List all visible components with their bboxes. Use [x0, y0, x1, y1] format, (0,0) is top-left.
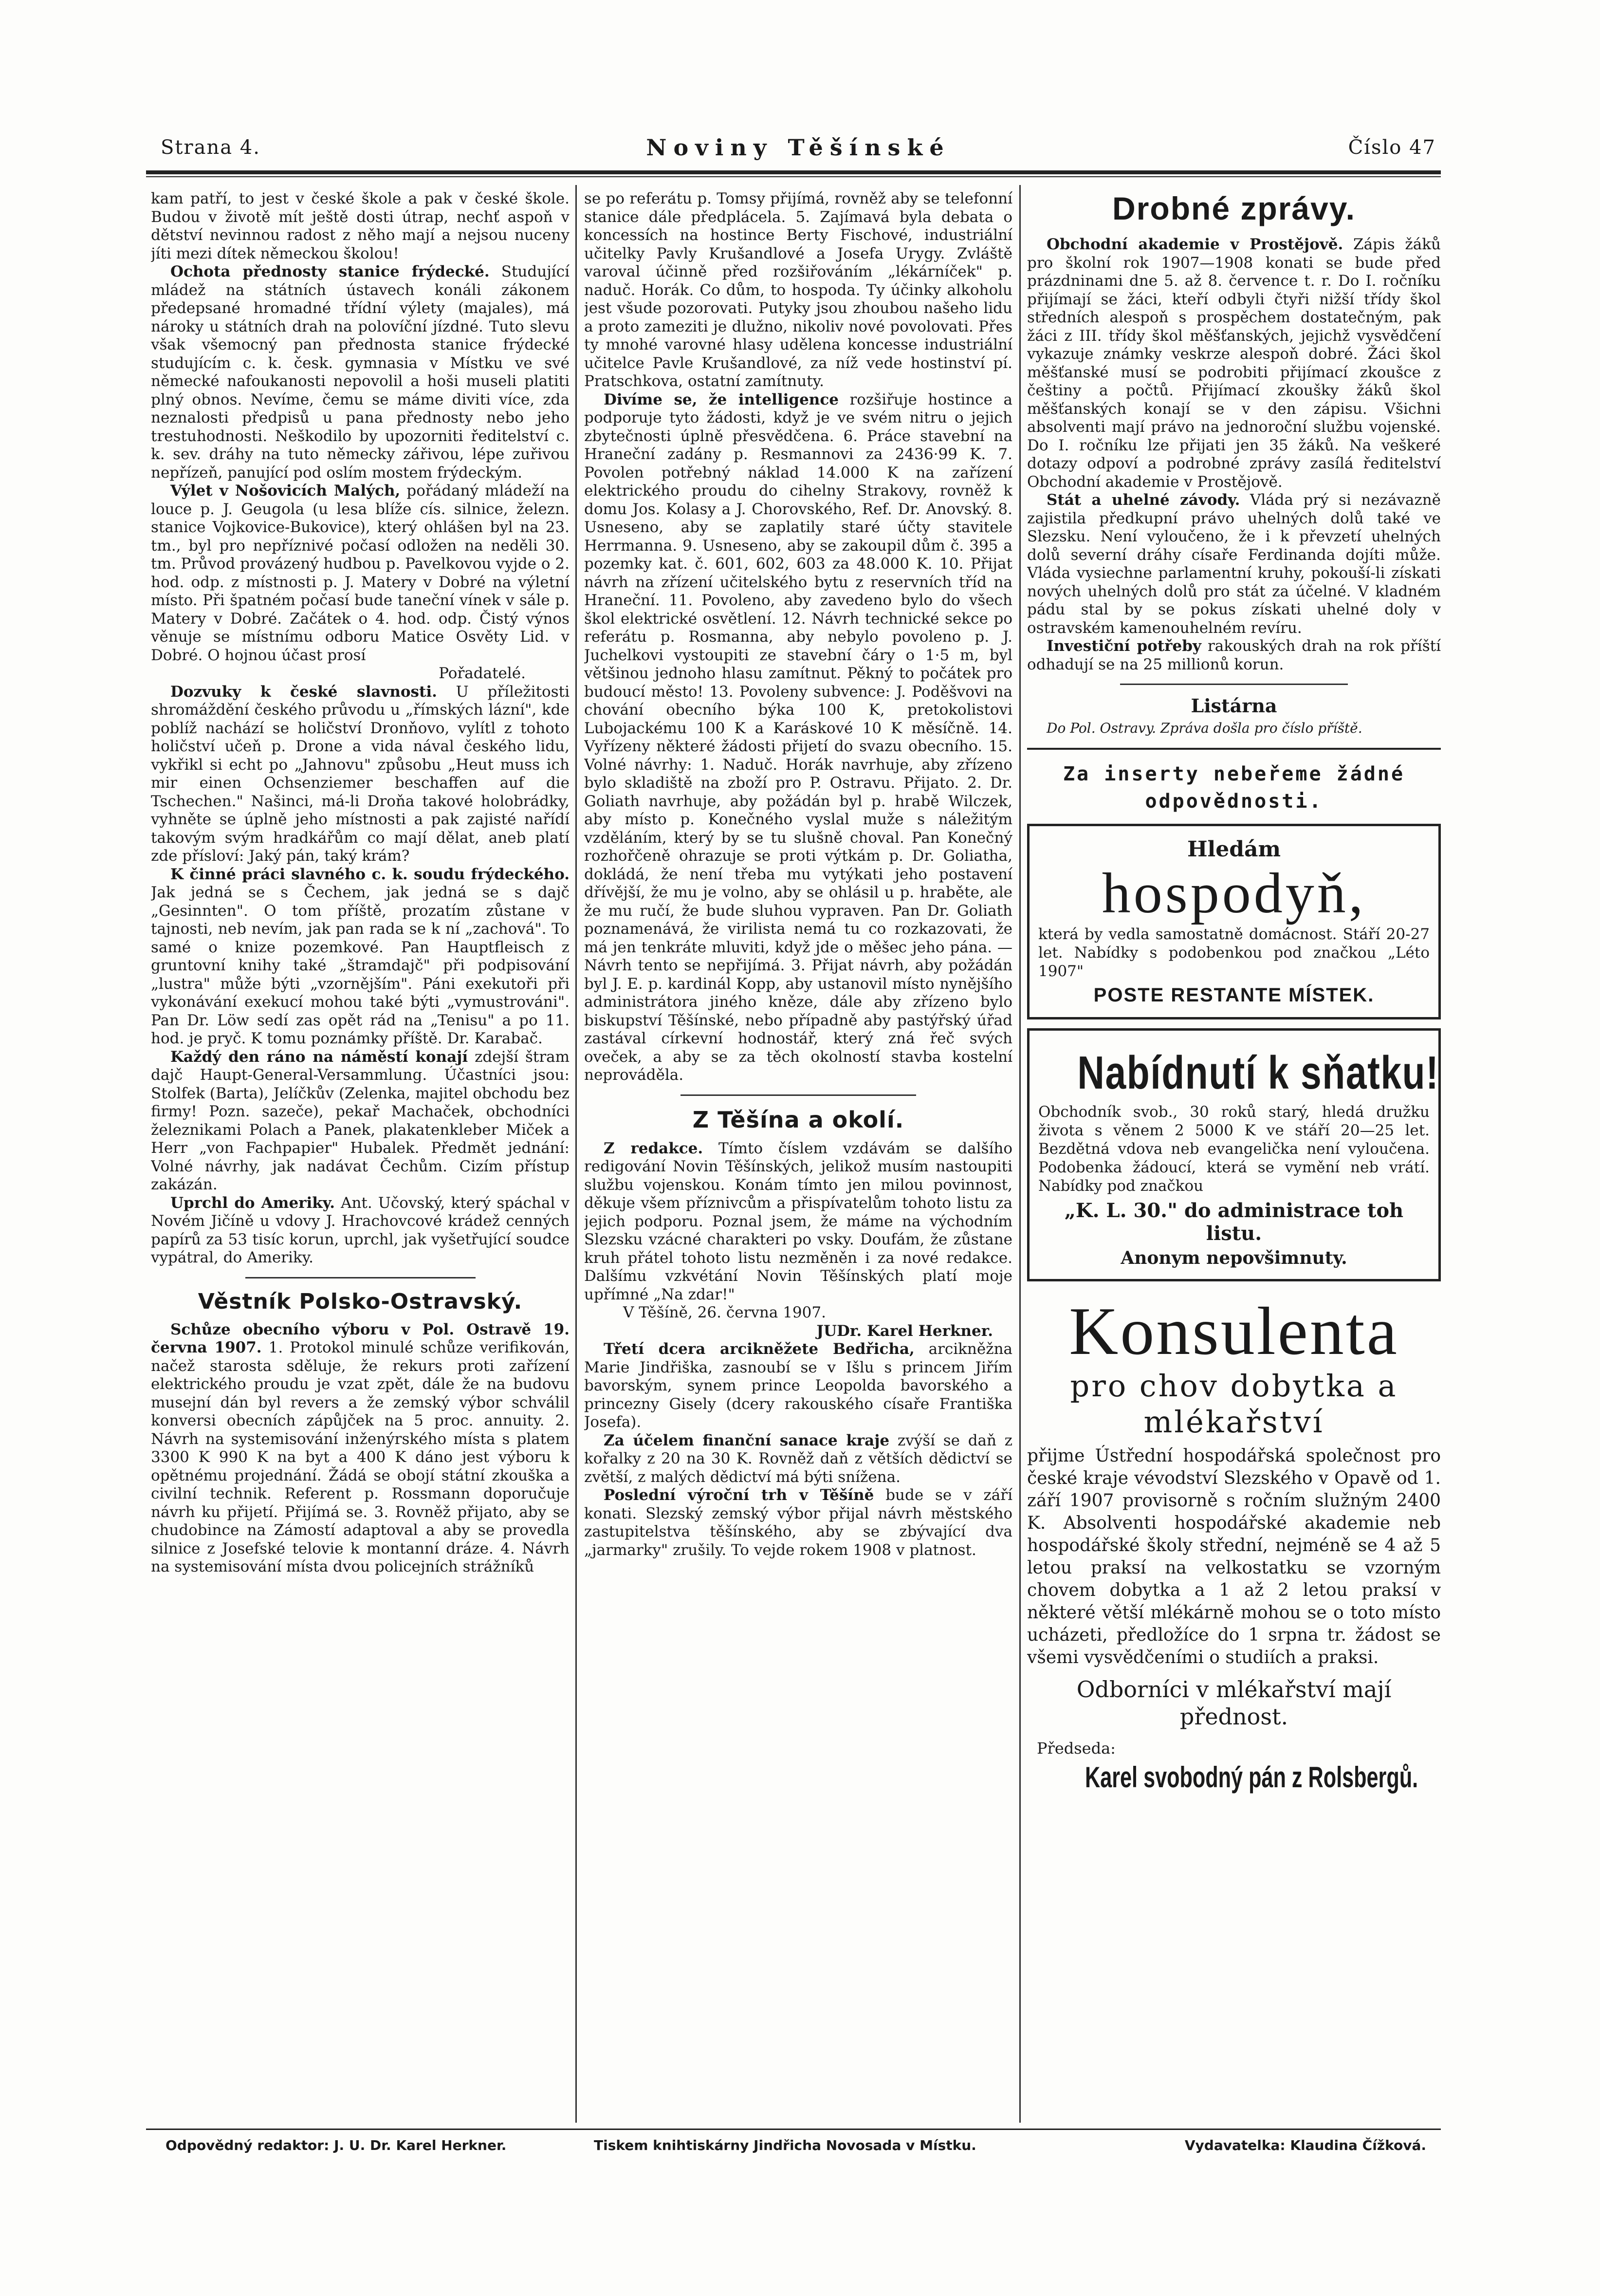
article-text: Jak jedná se s Čechem, jak jedná se s dajč „Gesinnten". O tom příště, prozatím zůstane v tajnosti, neb nevím, jak pan rada se k ní „zachová". To samé o knize pozemkové. Pan Hauptfleisch z gruntovní knihy také „štramdajč" při podpisování „lustra" může býti „vzornějším". Páni exekutoři při vykonávání exekucí mohou také býti „vymustrováni". Pan Dr. Löw sedí zas opět rád na „Tenisu" a po 11. hod. je pryč. K tomu poznámky příště.	[151, 884, 570, 1047]
advertisement-konsulenta	[1027, 1290, 1441, 1799]
article-headline: Třetí dcera arcikněžete Bedřicha,	[604, 1340, 915, 1358]
article-headline: Z redakce.	[604, 1139, 703, 1157]
article	[584, 1140, 1012, 1304]
article-text: se po referátu p. Tomsy přijímá, rovněž aby se telefonní stanice dále předplácela. 5. Zajímavá byla debata o koncessích na hostince Berty Fischové, industriální učitelky Pavly Krušandlové a Josefa Urygy. Zvláště varoval účinně před rozšiřováním „lékárníček" p. naduč. Horák. Co dům, to hospoda. Ty účinky alkoholu jest všude pozorovati. Putyky jsou zhoubou našeho lidu a proto zameziti je dlužno, nikoliv nové povolovati. Přes ty mnohé varovné hlasy udělena koncesse industriální učitelce Pavle Krušandlové, za níž vede hostinství pí. Pratschkova, ostatní zamítnuty.	[584, 190, 1012, 390]
ad-subtitle: mlékařství	[1143, 1404, 1324, 1440]
article	[151, 683, 570, 866]
header-rule	[146, 170, 1441, 174]
article-signature: JUDr. Karel Herkner.	[816, 1322, 993, 1340]
column-left	[151, 190, 570, 2123]
article	[151, 1194, 570, 1267]
article-text: bude se v září konati. Slezský zemský výbor přijal návrh městského zastupitelstva těšínského, aby se zbývající dva „jarmarky" zrušily. To vejde rokem 1908 v platnost.	[584, 1486, 1012, 1559]
ad-body: přijme Ústřední hospodářská společnost pro české kraje vévodství Slezského v Opavě od 1. září 1907 provisorně s ročním služným 2400 K. Absolventi hospodářské akademie neb hospodářské školy střední, nejméně se 4 až 5 letou praksí na velkostatku se vzorným chovem dobytka a 1 až 2 letou praksí v některé větší mlékárně mohou se o toto místo ucházeti, předložíce do 1 srpna tr. žádost se všemi vysvědčeními o studiích a praksi.	[1027, 1446, 1441, 1667]
column-divider	[1019, 185, 1021, 2123]
article-headline: Divíme se, že intelligence	[604, 390, 839, 408]
ad-body: Obchodník svob., 30 roků starý, hledá družku života s věnem 2 5000 K ve stáří 20—25 let. Bezdětná vdova neb evangelička není vyloučena. Podobenka žádoucí, která se vymění neb vrátí. Nabídky pod značkou	[1038, 1103, 1430, 1195]
listarna-title: Listárna	[1191, 695, 1277, 717]
article-headline: Schůze obecního výboru v Pol. Ostravě 19. června 1907.	[151, 1320, 570, 1356]
section-separator	[1120, 684, 1348, 685]
column-right	[1027, 190, 1441, 2123]
article	[151, 866, 570, 1048]
article	[151, 1048, 570, 1194]
section-title: Věstník Polsko-Ostravský.	[198, 1289, 523, 1314]
article-headline: Výlet v Nošovicích Malých,	[170, 482, 401, 500]
ad-signature: Karel svobodný pán z Rolsbergů.	[1085, 1761, 1418, 1794]
article-text: U příležitosti shromáždění českého průvodu u „římských lázní", kde poblíž nachází se holičství Dronňovo, vylítl z tohoto holičství učeň p. Drone a vida nával českého lidu, vykřikl si echt po „Jahnovu" způsobu „Heut muss ich mir einen Ochsenziemer beschaffen auf die Tschechen." Našinci, má-li Droňa takové holobrádky, vyhněte se úplně jeho místnosti a pak zajisté nařídí takovým svým hradkářům co mají dělat, aneb platí zde přísloví: Jaký pán, taký krám?	[151, 683, 570, 865]
article-headline: Uprchl do Ameriky.	[170, 1194, 335, 1212]
article	[1027, 491, 1441, 637]
ad-title: Nabídnutí k sňatku!	[1077, 1047, 1439, 1099]
article-text: 1. Protokol minulé schůze verifikován, načež starosta sděluje, že rekurs proti zařízení elektrického proudu je vzat zpět, dále že na budovu musejní dán byl revers a že zemský výbor schválil konversi obecních zápůjček na 5 proc. annuity. 2. Návrh na systemisování inženýrského místa s platem 3300 K 990 K na byt a 400 K dáno jest výboru k opětnému projednání. Žádá se obojí státní zkouška a civilní technik. Referent p. Rossmann doporučuje návrh ku přijetí. Přijímá se. 3. Rovněž přijato, aby se chudobince na Zámostí adaptoval a aby se provedla silnice z Josefské telovie k montanní dráze. 4. Návrh na systemisování místa dvou policejních strážníků	[151, 1339, 570, 1575]
section-separator	[245, 1277, 476, 1278]
page-label: Strana 4.	[161, 136, 260, 159]
section-title: Z Těšína a okolí.	[692, 1106, 904, 1133]
article	[1027, 236, 1441, 491]
ad-body: která by vedla samostatně domácnost. Stáří 20-27 let. Nabídky s podobenkou pod značkou „Léto 1907"	[1038, 926, 1430, 980]
article-text: Zápis žáků pro školní rok 1907—1908 konati se bude před prázdninami dne 5. až 8. července t. r. Do I. ročníku přijímají se žáci, kteří odbyli čtyři nižší třídy škol středních alespoň s prospěchem dostatečným, pak žáci z III. třídy škol měšťanských, jejichž vysvědčení vykazuje známky veskrze alespoň dobré. Žáci škol měšťanské musí se podrobiti přijímací zkoušce z češtiny a počtů. Přijímací zkoušky žáků škol měšťanských konají se v den zápisu. Všichni absolventi mají právo na jednoroční službu vojenské. Do I. ročníku lze přijati jen 35 žáků. Na veškeré dotazy odpoví a podrobné zprávy zasílá ředitelství Obchodní akademie v Prostějově.	[1027, 236, 1441, 491]
newspaper-title: Noviny Těšínské	[646, 134, 951, 161]
advertisement-hledam	[1027, 824, 1441, 1019]
article-headline: Ochota přednosty stanice frýdecké.	[170, 263, 490, 280]
article-text: Ant. Učovský, který spáchal v Novém Jičíně u vdovy J. Hrachovcové krádež cenných papírů za 53 tisíc korun, uprchl, jak vyšetřující soudce vypátral, do Ameriky.	[151, 1194, 570, 1266]
article-headline: Investiční potřeby	[1047, 637, 1201, 655]
ad-title: hospodyň,	[1102, 861, 1366, 925]
footer-printer: Tiskem knihtiskárny Jindřicha Novosada v Místku.	[594, 2137, 976, 2153]
article-text: kam patří, to jest v české škole a pak v české škole. Budou v životě mít ještě dosti útrap, nechť aspoň v dětství nevinnou radost z něho mají a nejsou nuceny jíti mezi dítek německou školou!	[151, 190, 570, 262]
article	[151, 482, 570, 665]
footer-rule	[146, 2129, 1441, 2130]
article-text: Studující mládež na státních ústavech konáli zákonem předepsané hromadné třídní výlety (majales), má nároky u státních drah na polovíční jízdné. Tuto slevu však všemocný pan přednosta stanice frýdecké studujícím c. k. česk. gymnasia v Místku ve své německé nafoukanosti nepovolil a hoši museli platiti plný obnos. Nevíme, čemu se máme diviti více, zda neznalosti předpisů u pana přednosty nebo jeho trestuhodnosti. Neškodilo by upozorniti ředitelství c. k. sev. dráhy na tuto německy zářivou, lépe zuřivou nepřízeň, panující pod oslím mostem frýdeckým.	[151, 263, 570, 481]
article-text: zvýší se daň z kořalky z 20 na 30 K. Rovněž daň z větších dědictví se zvětší, z malých dědictví má býti snížena.	[584, 1431, 1012, 1486]
article-headline: K činné práci slavného c. k. soudu frýdeckého.	[170, 865, 570, 883]
disclaimer-inserty: Za inserty nebeřeme žádné odpovědnosti.	[1063, 763, 1405, 813]
ad-headline: Hledám	[1187, 837, 1281, 862]
article-dateline: V Těšíně, 26. června 1907.	[623, 1304, 826, 1321]
article	[151, 1321, 570, 1576]
article-headline: Za účelem finanční sanace kraje	[604, 1431, 890, 1449]
column-divider	[575, 185, 577, 2123]
article	[1027, 637, 1441, 674]
article	[584, 1486, 1012, 1559]
article-signature: Pořadatelé.	[439, 665, 526, 682]
article-text: pořádaný mládeží na louce p. J. Geugola (u lesa blíže cís. silnice, železn. stanice Vojkovice-Bukovice), který ohlášen byl na 23. tm., byl pro nepříznivé počasí odložen na neděli 30. tm. Průvod provázený hudbou p. Pavelkovou vyjde o 2. hod. odp. z místnosti p. J. Matery v Dobré na výletní místo. Při špatném počasí bude taneční vínek v sále p. Matery v Dobré. Začátek o 4. hod. odp. Čistý výnos věnuje se místnímu odboru Matice Osvěty Lid. v Dobré. O hojnou účast prosí	[151, 482, 570, 664]
footer-editor: Odpovědný redaktor: J. U. Dr. Karel Herkner.	[166, 2137, 507, 2153]
article	[584, 1432, 1012, 1487]
page-header	[161, 131, 1436, 170]
footer-publisher: Vydavatelka: Klaudina Čížková.	[1184, 2137, 1426, 2153]
header-rule-thin	[146, 176, 1441, 177]
article-signature: Dr. Karabač.	[447, 1030, 543, 1047]
article-headline: Obchodní akademie v Prostějově.	[1047, 236, 1343, 253]
ad-title: Konsulenta	[1069, 1294, 1399, 1369]
article-text: rozšiřuje hostince a podporuje tyto žádosti, když je ve svém nitru o jejich zbytečnosti úplně přesvědčena. 6. Práce stavební na Hraneční zadány p. Resmannovi za 2436·99 K. 7. Povolen potřebný náklad 14.000 K na zařízení elektrického proudu do cihelny Strakovy, rovněž k domu Jos. Kolasy a J. Chorovského, Ref. Dr. Anovský. 8. Usneseno, aby se zaplatily staré účty stavitele Herrmanna. 9. Usneseno, aby se zakoupil dům č. 395 a pozemky kat. č. 601, 602, 603 za 48.000 K. 10. Přijat návrh na zřízení učitelského bytu z reservních tříd na Hraneční. 11. Povoleno, aby zavedeno bylo do všech škol elektrické osvětlení. 12. Návrh technické sekce po referátu p. Rosmanna, aby nebylo povoleno p. J. Juchelkovi vystoupiti ze stavební čáry o 1·5 m, byl většinou jednoho hlasu zamítnut. Pěkný to počátek pro budoucí město! 13. Povoleny subvence: J. Poděšvovi na chování obecního býka 100 K, pretokolistovi Lubojackému 100 K a Karáskové 10 K měsíčně. 14. Vyřízeny některé žádosti přijetí do svazu obecního. 15. Volné návrhy: 1. Naduč. Horák navrhuje, aby zřízeno bylo skladiště na zboží pro P. Ostravu. Přijato. 2. Dr. Goliath navrhuje, aby požádán byl p. hrabě Wilczek, aby místo p. Konečného vyslal muže s náležitým vzděláním, který by se tu slušně choval. Pan Konečný rozhořčeně ohrazuje se proti výtkám p. Dr. Goliatha, dokládá, že není třeba mu vytýkati jeho postavení dřívější, že mu je volno, aby se ohlásil u p. hraběte, ale že mu ručí, že bude sluhou vypraven. Pan Dr. Goliath poznamenává, že virilista nemá tu co rozkazovati, že má jen tenkráte mluviti, když jde o měšec jeho pána. — Návrh tento se nepřijímá. 3. Přijat návrh, aby požádán byl J. E. p. kardinál Kopp, aby ustanovil místo nynějšího administrátora jiného kněze, dále aby zřízeno bylo biskupství Těšínské, nebo případně aby pastýřský úřad zastával církevní hodnostář, který zná řeč svých oveček, a aby se za těch okolností stavba kostelní neprováděla.	[584, 390, 1012, 1084]
article	[584, 1340, 1012, 1432]
advertisement-snatek	[1027, 1028, 1441, 1281]
section-title: Drobné zprávy.	[1112, 190, 1356, 226]
ad-code: „K. L. 30." do administrace toh listu.	[1064, 1199, 1404, 1245]
section-separator	[1027, 748, 1441, 750]
article-text: zdejší štram dajč Haupt-General-Versammlung. Účastníci jsou: Stolfek (Barta), Jelíčkův (Zelenka, majitel obchodu bez firmy! Pozn. sazeče), pekař Machaček, obchodníci železnikami Polach a Panek, plakatenkleber Miček a Herr „von Fachpapier" Hubalek. Předmět jednání: Volné návrhy, jak nadávat Čechům. Cizím přístup zakázán.	[151, 1048, 570, 1193]
article-text: Vláda prý si nezávazně zajistila předkupní právo uhelných dolů také ve Slezsku. Není vyloučeno, že i k převzetí uhelných dolů severní dráhy císaře Ferdinanda dojíti může. Vláda vysiechne parlamentní kruhy, pokouší-li získati nových uhelných dolů pro stát za účelné. V kladném pádu stal by se pokus získati uhelné doly v ostravském kamenouhelném revíru.	[1027, 491, 1441, 637]
listarna-text: Do Pol. Ostravy. Zpráva došla pro číslo příště.	[1047, 720, 1362, 736]
article-text: Tímto číslem vzdávám se dalšího redigování Novin Těšínských, jelikož musím nastoupiti službu vojenskou. Konám tímto jen milou povinnost, děkuje všem příznivcům a přispívatelům tohoto listu za jejich podporu. Poznal jsem, že máme na východním Slezsku vzácné charakteri po vsky. Doufám, že zůstane kruh přátel tohoto listu nezměněn i za nové redakce. Dalšímu vzkvétání Novin Těšínských platí moje upřímné „Na zdar!"	[584, 1139, 1012, 1303]
article-text: arcikněžna Marie Jindřiška, zasnoubí se v Išlu s princem Jiřím bavorským, synem prince Leopolda bavorského a princezny Gisely (dcery rakouského císaře Františka Josefa).	[584, 1340, 1012, 1431]
page-footer	[146, 2137, 1441, 2166]
section-separator	[680, 1094, 916, 1096]
column-middle	[584, 190, 1012, 2123]
ad-subtitle: pro chov dobytka a	[1070, 1368, 1398, 1404]
ad-note: Anonym nepovšimnuty.	[1121, 1248, 1347, 1268]
article	[151, 263, 570, 482]
issue-number: Číslo 47	[1348, 136, 1436, 159]
article-headline: Dozvuky k české slavnosti.	[170, 683, 437, 701]
article	[584, 391, 1012, 1085]
article-headline: Každý den ráno na náměstí konají	[170, 1048, 468, 1066]
article-headline: Poslední výroční trh v Těšíně	[604, 1486, 874, 1504]
article-text: rakouských drah na rok příští odhadují se na 25 millionů korun.	[1027, 637, 1441, 673]
article-headline: Stát a uhelné závody.	[1047, 491, 1240, 509]
ad-address: POSTE RESTANTE MÍSTEK.	[1093, 984, 1375, 1006]
ad-label: Předseda:	[1037, 1739, 1116, 1758]
ad-note: Odborníci v mlékařství mají přednost.	[1076, 1676, 1392, 1730]
